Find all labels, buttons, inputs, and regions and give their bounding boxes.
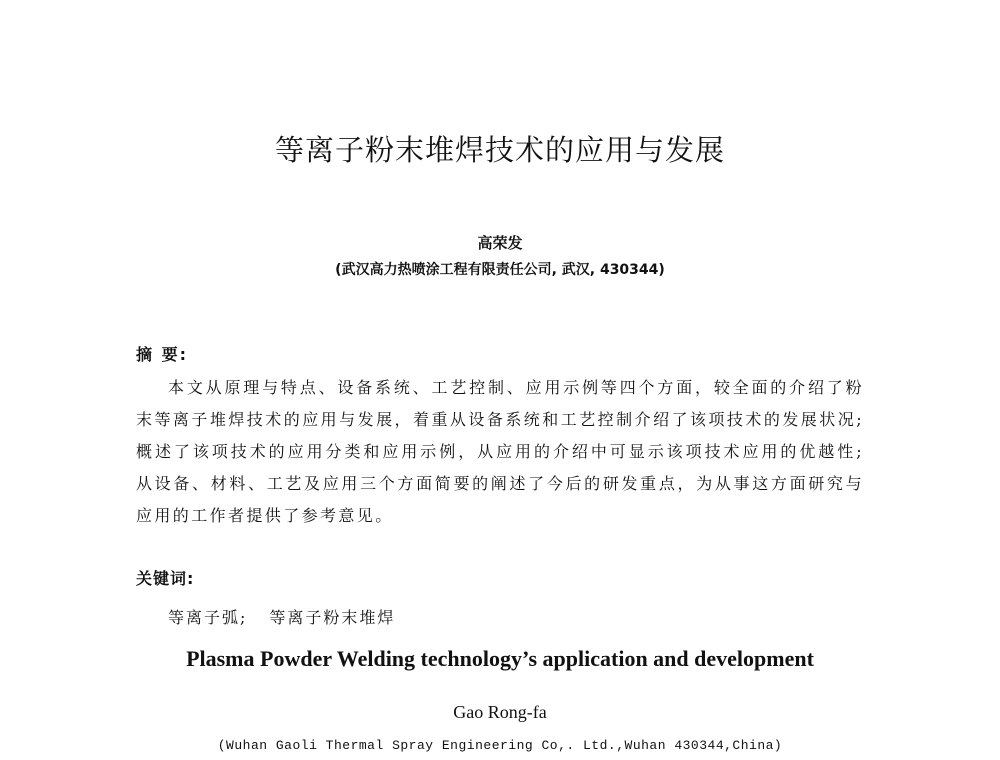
english-affiliation: (Wuhan Gaoli Thermal Spray Engineering Co,. Ltd.,Wuhan 430344,China) — [217, 738, 783, 753]
keywords-list — [168, 605, 395, 628]
chinese-author: 高荣发 — [477, 234, 523, 252]
keyword-item: 等离子弧; — [168, 608, 248, 627]
abstract-body: 本文从原理与特点、设备系统、工艺控制、应用示例等四个方面，较全面的介绍了粉末等离子堆焊技术的应用与发展，着重从设备系统和工艺控制介绍了该项技术的发展状况; 概述了该项技术的应用分类和应用示例，从应用的介绍中可显示该项技术应用的优越性; 从设备、材料、工艺及应用三个方面简要的阐述了今后的研发重点，为从事这方面研究与应用的工作者提供了参考意见。 — [136, 378, 864, 525]
english-title: Plasma Powder Welding technology’s application and development — [186, 646, 814, 671]
chinese-affiliation: (武汉高力热喷涂工程有限责任公司, 武汉, 430344) — [335, 262, 665, 278]
abstract-label: 摘 要: — [136, 345, 188, 364]
keywords-label: 关键词: — [136, 569, 195, 588]
keyword-item: 等离子粉末堆焊 — [269, 608, 396, 627]
chinese-title: 等离子粉末堆焊技术的应用与发展 — [274, 133, 725, 167]
english-author: Gao Rong-fa — [453, 702, 547, 722]
